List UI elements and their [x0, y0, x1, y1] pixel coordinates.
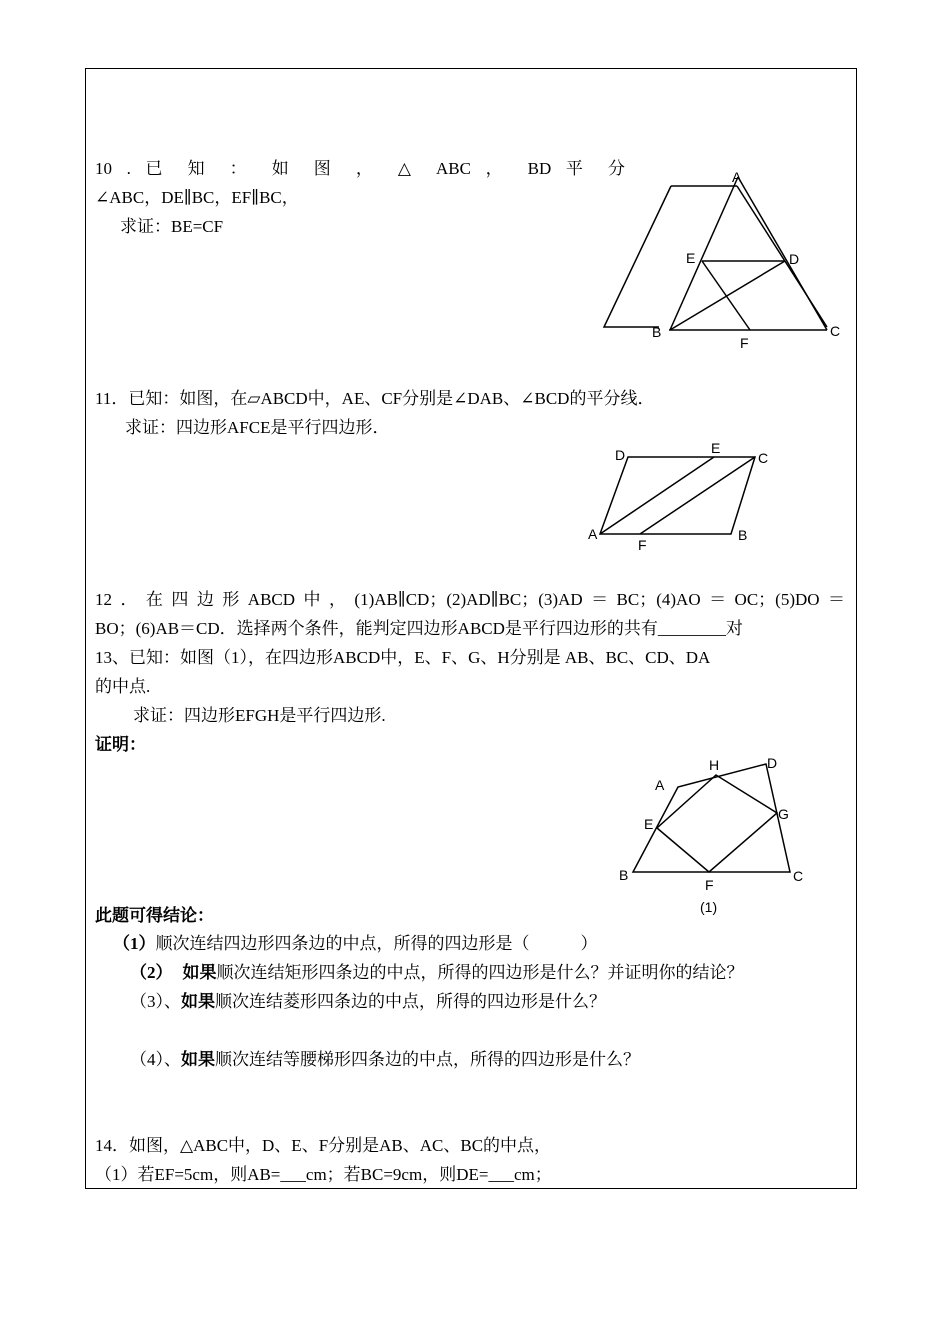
parallelogram-abcd — [600, 457, 755, 534]
q13-line1: 13、已知：如图（1），在四边形ABCD中，E、F、G、H分别是 AB、BC、CD、DA — [95, 648, 711, 667]
segment-ef — [702, 261, 750, 330]
q10-label-c: C — [830, 323, 841, 339]
q11-line2: 求证：四边形AFCE是平行四边形． — [125, 418, 390, 437]
c3-text: 顺次连结菱形四条边的中点，所得的四边形是什么？ — [215, 992, 606, 1011]
c3-number: （3）、 — [130, 992, 181, 1011]
segment-ac — [738, 177, 827, 330]
q13-conclusion-1 — [113, 933, 598, 955]
q13-line2: 的中点. — [95, 677, 151, 696]
q13-label-h: H — [709, 757, 720, 773]
q13-line3: 求证：四边形EFGH是平行四边形. — [133, 706, 386, 725]
q13-conclusion-2 — [130, 962, 744, 984]
q11-label-e: E — [711, 440, 721, 456]
q13-label-f: F — [705, 877, 714, 893]
c1-text: 顺次连结四边形四条边的中点，所得的四边形是（ ） — [155, 934, 598, 953]
q11-line1: 11．已知：如图，在▱ABCD中，AE、CF分别是∠DAB、∠BCD的平分线． — [95, 389, 655, 408]
q13-conclusion-title: 此题可得结论： — [95, 906, 214, 925]
q10-label-e: E — [686, 250, 696, 266]
q10-line2: ∠ABC，DE∥BC，EF∥BC， — [95, 188, 299, 207]
q13-label-g: G — [778, 806, 789, 822]
q12-line2: BO；(6)AB＝CD．选择两个条件，能判定四边形ABCD是平行四边形的共有________对 — [95, 619, 743, 638]
q11-label-d: D — [615, 447, 626, 463]
q11-parallelogram-figure — [580, 440, 820, 560]
q10-label-b: B — [652, 324, 662, 340]
quadrilateral-efgh — [657, 775, 777, 872]
c1-number: （1） — [113, 934, 156, 953]
segment-bd — [670, 261, 785, 330]
q12-line1: 12．在四边形ABCD中，(1)AB∥CD；(2)AD∥BC；(3)AD＝BC；(4)AO＝OC；(5)DO＝ — [95, 590, 845, 609]
q10-label-f: F — [740, 335, 749, 351]
q13-conclusion-4 — [130, 1049, 640, 1071]
q13-label-e: E — [644, 816, 654, 832]
q14-line1: 14．如图，△ABC中，D、E、F分别是AB、AC、BC的中点， — [95, 1136, 552, 1155]
q10-line3: 求证：BE=CF — [120, 217, 224, 236]
q13-label-a: A — [655, 777, 665, 793]
q11-label-c: C — [758, 450, 769, 466]
q13-figure-caption: (1) — [700, 899, 718, 915]
q10-label-a: A — [732, 169, 742, 185]
c2-number: （2） — [130, 963, 173, 982]
segment-ab — [670, 177, 738, 330]
c2-text: 顺次连结矩形四条边的中点，所得的四边形是什么？并证明你的结论？ — [216, 963, 744, 982]
c4-bold: 如果 — [181, 1050, 215, 1069]
q13-label-c: C — [793, 868, 804, 884]
q10-label-d: D — [789, 251, 800, 267]
q13-quadrilateral-figure — [610, 750, 830, 920]
q13-label-b: B — [619, 867, 629, 883]
q11-label-b: B — [738, 527, 748, 543]
q11-label-a: A — [588, 526, 598, 542]
q13-label-d: D — [767, 755, 778, 771]
c4-number: （4）、 — [130, 1050, 181, 1069]
q13-proof-label: 证明： — [95, 735, 146, 754]
q13-conclusion-3 — [130, 991, 606, 1013]
q10-triangle-figure — [640, 160, 860, 360]
c3-bold: 如果 — [181, 992, 215, 1011]
c2-bold: 如果 — [182, 963, 217, 982]
q11-label-f: F — [638, 537, 647, 553]
q14-line2: （1）若EF=5cm，则AB=___cm；若BC=9cm，则DE=___cm； — [95, 1165, 552, 1184]
c4-text: 顺次连结等腰梯形四条边的中点，所得的四边形是什么？ — [215, 1050, 640, 1069]
q10-line1: 10 . 已 知 ： 如 图 ， △ ABC ， BD 平 分 — [95, 159, 625, 178]
